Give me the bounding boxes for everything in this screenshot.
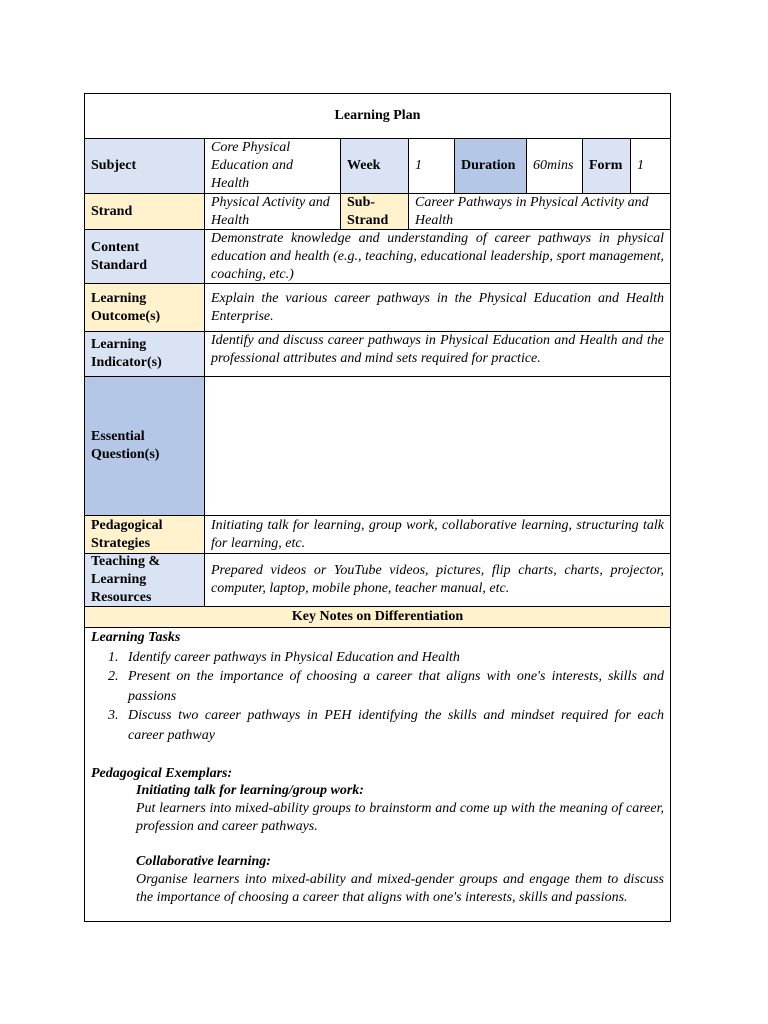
essential-questions-label: Essential Question(s): [85, 377, 205, 516]
learning-plan-document: [84, 93, 671, 922]
indicators-value: Identify and discuss career pathways in Physical Education and Health and the professional attributes and mind sets required for practice.: [205, 332, 670, 377]
exemplar-2-text: Organise learners into mixed-ability and mixed-gender groups and engage them to discuss the importance of choosing a career that aligns with one's interests, skills and passions.: [136, 871, 664, 905]
exemplar-1-heading: Initiating talk for learning/group work:: [136, 782, 364, 798]
exemplar-1-text: Put learners into mixed-ability groups to brainstorm and come up with the meaning of career, profession and career pathways.: [136, 800, 664, 834]
duration-label: Duration: [455, 139, 527, 194]
content-standard-label: Content Standard: [85, 230, 205, 284]
exemplars-heading: Pedagogical Exemplars:: [91, 766, 233, 781]
resources-label: Teaching & Learning Resources: [85, 554, 205, 607]
strand-label: Strand: [85, 194, 205, 230]
strategies-label: Pedagogical Strategies: [85, 516, 205, 554]
outcomes-value: Explain the various career pathways in the Physical Education and Health Enterprise.: [205, 284, 670, 332]
subject-value: Core Physical Education and Health: [205, 139, 341, 194]
list-item: 3. Discuss two career pathways in PEH identifying the skills and mindset required for each career pathway: [122, 706, 664, 745]
week-value: 1: [409, 139, 455, 194]
resources-value: Prepared videos or YouTube videos, pictures, flip charts, charts, projector, computer, laptop, mobile phone, teacher manual, etc.: [205, 554, 670, 607]
differentiation-notes: [85, 628, 670, 907]
exemplar-2-heading: Collaborative learning:: [136, 853, 271, 869]
list-item: 2. Present on the importance of choosing a career that aligns with one's interests, skills and passions: [122, 667, 664, 706]
form-label: Form: [583, 139, 631, 194]
page-title: Learning Plan: [85, 94, 670, 139]
subject-label: Subject: [85, 139, 205, 194]
essential-questions-value: [205, 377, 670, 516]
differentiation-header: Key Notes on Differentiation: [85, 607, 670, 628]
strategies-value: Initiating talk for learning, group work, collaborative learning, structuring talk for learning, etc.: [205, 516, 670, 554]
strand-value: Physical Activity and Health: [205, 194, 341, 230]
substrand-value: Career Pathways in Physical Activity and Health: [409, 194, 670, 230]
learning-tasks-heading: Learning Tasks: [91, 630, 181, 645]
substrand-label: Sub-Strand: [341, 194, 409, 230]
outcomes-label: Learning Outcome(s): [85, 284, 205, 332]
content-standard-value: Demonstrate knowledge and understanding of career pathways in physical education and health (e.g., teaching, educational leadership, sport management, coaching, etc.): [205, 230, 670, 284]
learning-tasks-list: [91, 648, 664, 746]
form-value: 1: [631, 139, 670, 194]
list-item: 1. Identify career pathways in Physical Education and Health: [122, 648, 664, 668]
indicators-label: Learning Indicator(s): [85, 332, 205, 377]
week-label: Week: [341, 139, 409, 194]
duration-value: 60mins: [527, 139, 583, 194]
